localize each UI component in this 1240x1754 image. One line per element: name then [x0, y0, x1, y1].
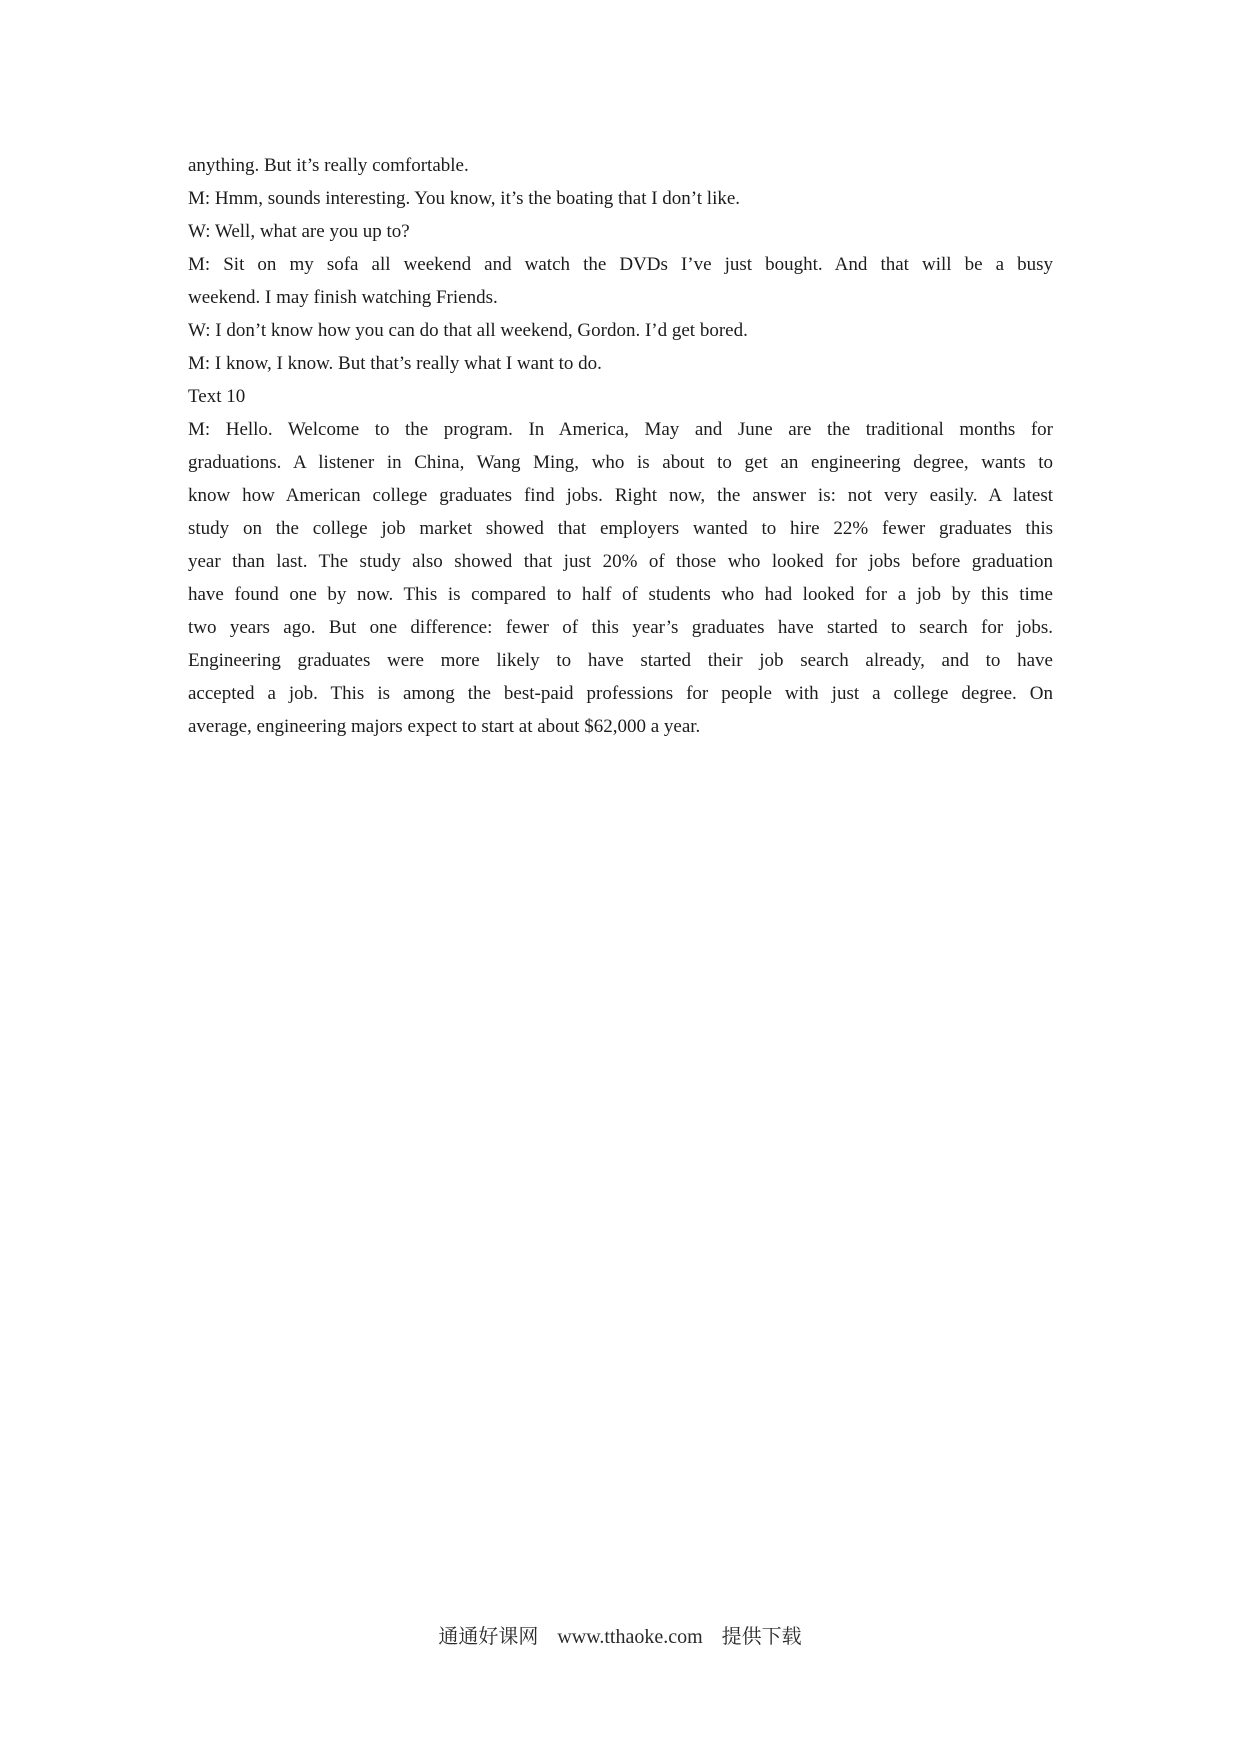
footer-site-url: www.tthaoke.com	[557, 1626, 703, 1648]
transcript-line: M: Hmm, sounds interesting. You know, it’s the boating that I don’t like.	[188, 188, 741, 209]
transcript-line: average, engineering majors expect to start at about $62,000 a year.	[188, 716, 701, 737]
transcript-line: M: Hello. Welcome to the program. In America, May and June are the traditional months for	[188, 419, 1053, 440]
transcript-line: study on the college job market showed that employers wanted to hire 22% fewer graduates this	[188, 518, 1053, 539]
transcript-line: year than last. The study also showed that just 20% of those who looked for jobs before graduation	[188, 551, 1053, 572]
transcript-line: graduations. A listener in China, Wang Ming, who is about to get an engineering degree, wants to	[188, 452, 1053, 473]
transcript-line: have found one by now. This is compared to half of students who had looked for a job by this time	[188, 584, 1053, 605]
transcript-text-block	[188, 149, 1053, 743]
transcript-line: know how American college graduates find jobs. Right now, the answer is: not very easily. A latest	[188, 485, 1053, 506]
transcript-line: weekend. I may finish watching Friends.	[188, 287, 498, 308]
page-footer	[0, 1622, 1240, 1652]
transcript-line: W: Well, what are you up to?	[188, 221, 410, 242]
transcript-line: anything. But it’s really comfortable.	[188, 155, 469, 176]
transcript-line: M: Sit on my sofa all weekend and watch the DVDs I’ve just bought. And that will be a busy	[188, 254, 1053, 275]
transcript-line: Engineering graduates were more likely to have started their job search already, and to have	[188, 650, 1053, 671]
footer-download-note: 提供下载	[721, 1626, 802, 1648]
footer-site-name: 通通好课网	[438, 1626, 539, 1648]
transcript-line: W: I don’t know how you can do that all weekend, Gordon. I’d get bored.	[188, 320, 748, 341]
transcript-line: M: I know, I know. But that’s really what I want to do.	[188, 353, 602, 374]
transcript-line: two years ago. But one difference: fewer of this year’s graduates have started to search for jobs.	[188, 617, 1053, 638]
transcript-line: Text 10	[188, 386, 246, 407]
transcript-line: accepted a job. This is among the best-paid professions for people with just a college degree. On	[188, 683, 1053, 704]
